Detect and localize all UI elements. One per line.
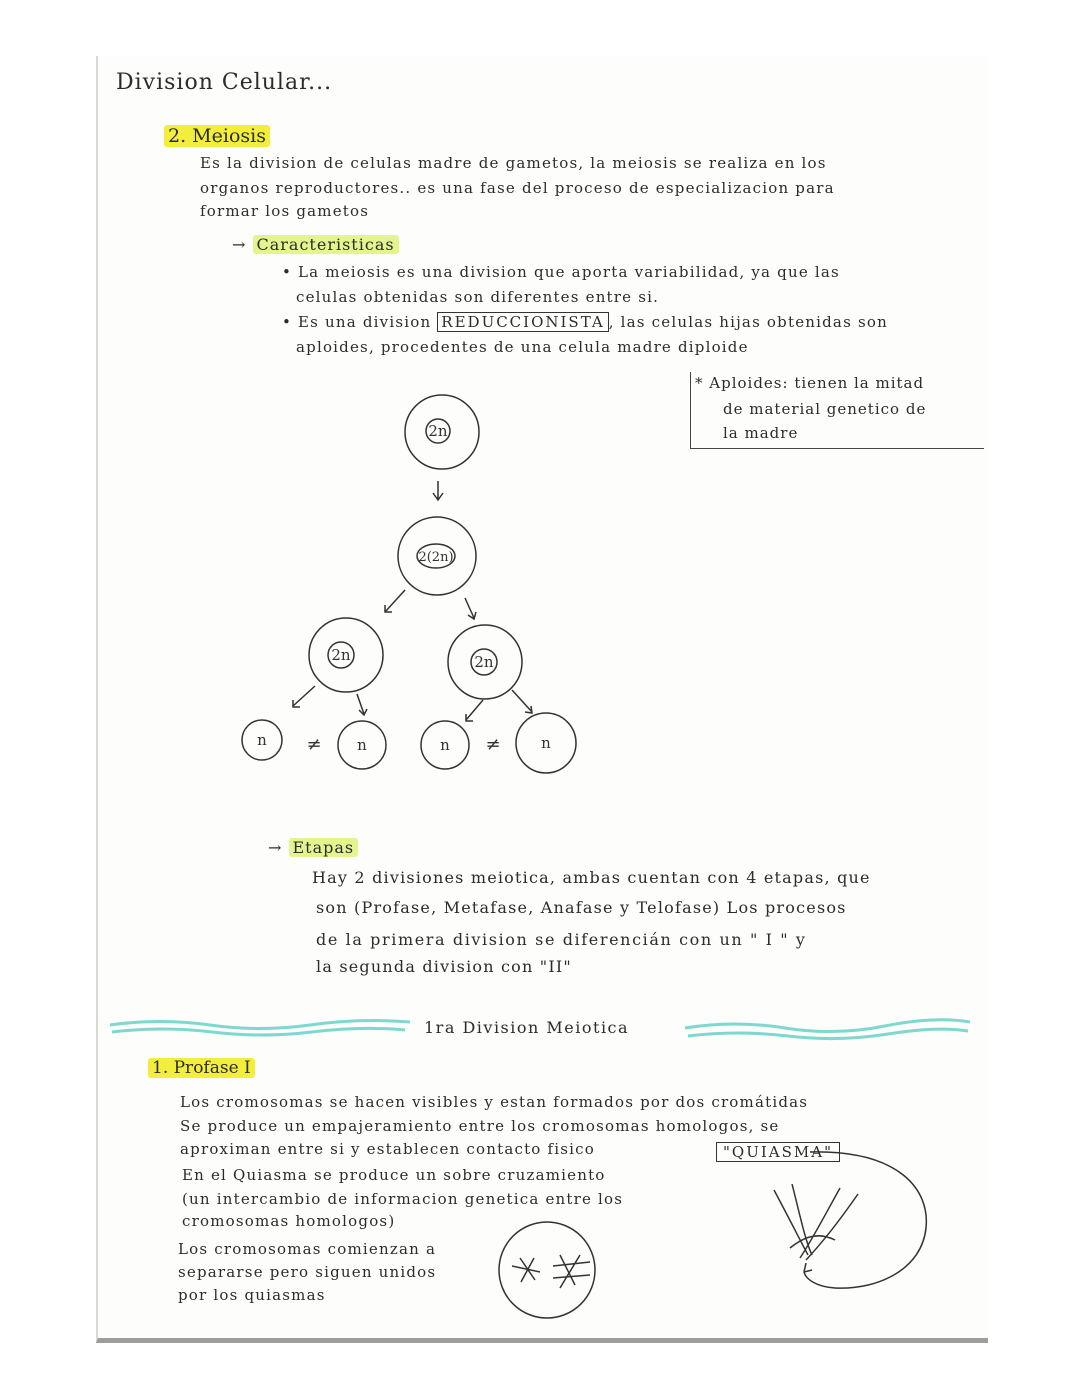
division-label: 1ra Division Meiotica bbox=[424, 1018, 630, 1037]
not-equal-right: ≠ bbox=[485, 734, 501, 755]
intro-line-2: organos reproductores.. es una fase del proceso de especializacion para bbox=[200, 179, 835, 197]
profase-line-8: separarse pero siguen unidos bbox=[178, 1263, 437, 1281]
profase-line-7: Los cromosomas comienzan a bbox=[178, 1240, 437, 1258]
arrow-down bbox=[433, 481, 443, 500]
profase-line-2: Se produce un empajeramiento entre los cromosomas homologos, se bbox=[180, 1117, 780, 1135]
quiasma-label: "QUIASMA" bbox=[716, 1142, 840, 1162]
arrow-left bbox=[385, 590, 405, 612]
wave-divider-left bbox=[110, 1021, 410, 1035]
profase-heading-text: 1. Profase I bbox=[148, 1058, 255, 1078]
meiosis-heading-text: 2. Meiosis bbox=[164, 125, 270, 147]
etapas-line-1: Hay 2 divisiones meiotica, ambas cuentan con 4 etapas, que bbox=[312, 868, 871, 887]
profase-line-4: En el Quiasma se produce un sobre cruzamiento bbox=[182, 1166, 606, 1184]
etapas-line-3: de la primera division se diferencián con un " I " y bbox=[316, 930, 807, 949]
right-cell-label: 2n bbox=[474, 653, 494, 671]
chromosomes-icon bbox=[512, 1255, 590, 1288]
etapas-line-2: son (Profase, Metafase, Anafase y Telofase) Los procesos bbox=[316, 898, 847, 917]
intro-line-1: Es la division de celulas madre de gametos, la meiosis se realiza en los bbox=[200, 154, 827, 172]
arrow-rl bbox=[466, 700, 483, 721]
page-title: Division Celular... bbox=[116, 70, 333, 95]
top-cell-label: 2n bbox=[428, 422, 448, 440]
bottom-cell-label-2: n bbox=[357, 736, 367, 754]
middle-cell-label: 2(2n) bbox=[418, 550, 454, 565]
caract-item1-line1: • La meiosis es una division que aporta variabilidad, ya que las bbox=[282, 263, 840, 281]
note-line-2: de material genetico de bbox=[723, 400, 927, 418]
caracteristicas-label: Caracteristicas bbox=[253, 235, 399, 254]
not-equal-left: ≠ bbox=[306, 734, 322, 755]
etapas-label: Etapas bbox=[289, 838, 359, 857]
left-cell-label: 2n bbox=[331, 646, 351, 664]
profase-line-9: por los quiasmas bbox=[178, 1286, 326, 1304]
caracteristicas-heading: → Caracteristicas bbox=[232, 235, 399, 254]
arrow-ll bbox=[293, 686, 315, 707]
caract-item2-prefix: • Es una division bbox=[282, 313, 432, 331]
note-line-1: * Aploides: tienen la mitad bbox=[695, 374, 925, 392]
intro-line-3: formar los gametos bbox=[200, 202, 370, 220]
profase-line-3: aproximan entre si y establecen contacto fisico bbox=[180, 1140, 595, 1158]
caract-item2-line2: aploides, procedentes de una celula madre diploide bbox=[296, 338, 749, 356]
profase-line-5: (un intercambio de informacion genetica entre los bbox=[182, 1190, 624, 1208]
etapas-line-4: la segunda division con "II" bbox=[316, 957, 572, 976]
note-line-3: la madre bbox=[723, 424, 799, 442]
caract-item1-line2: celulas obtenidas son diferentes entre si. bbox=[296, 288, 660, 306]
arrow-right bbox=[465, 598, 476, 619]
arrow-rr bbox=[512, 690, 532, 713]
reduccionista-box: REDUCCIONISTA bbox=[437, 312, 608, 332]
bottom-cell-label-1: n bbox=[257, 731, 267, 749]
cell-chromosomes-circle bbox=[499, 1222, 595, 1318]
profase-line-6: cromosomas homologos) bbox=[182, 1212, 396, 1230]
profase-heading bbox=[148, 1058, 255, 1078]
arrow-lr bbox=[357, 694, 367, 715]
bottom-cell-label-4: n bbox=[541, 734, 551, 752]
profase-line-1: Los cromosomas se hacen visibles y estan formados por dos cromátidas bbox=[180, 1093, 809, 1111]
wave-divider-right bbox=[685, 1020, 970, 1039]
bottom-cell-label-3: n bbox=[440, 736, 450, 754]
chromosome-cross-icon bbox=[774, 1184, 858, 1260]
etapas-heading: → Etapas bbox=[268, 838, 358, 857]
quiasma-box bbox=[716, 1142, 840, 1161]
caract-item2-suffix: , las celulas hijas obtenidas son bbox=[608, 313, 888, 331]
